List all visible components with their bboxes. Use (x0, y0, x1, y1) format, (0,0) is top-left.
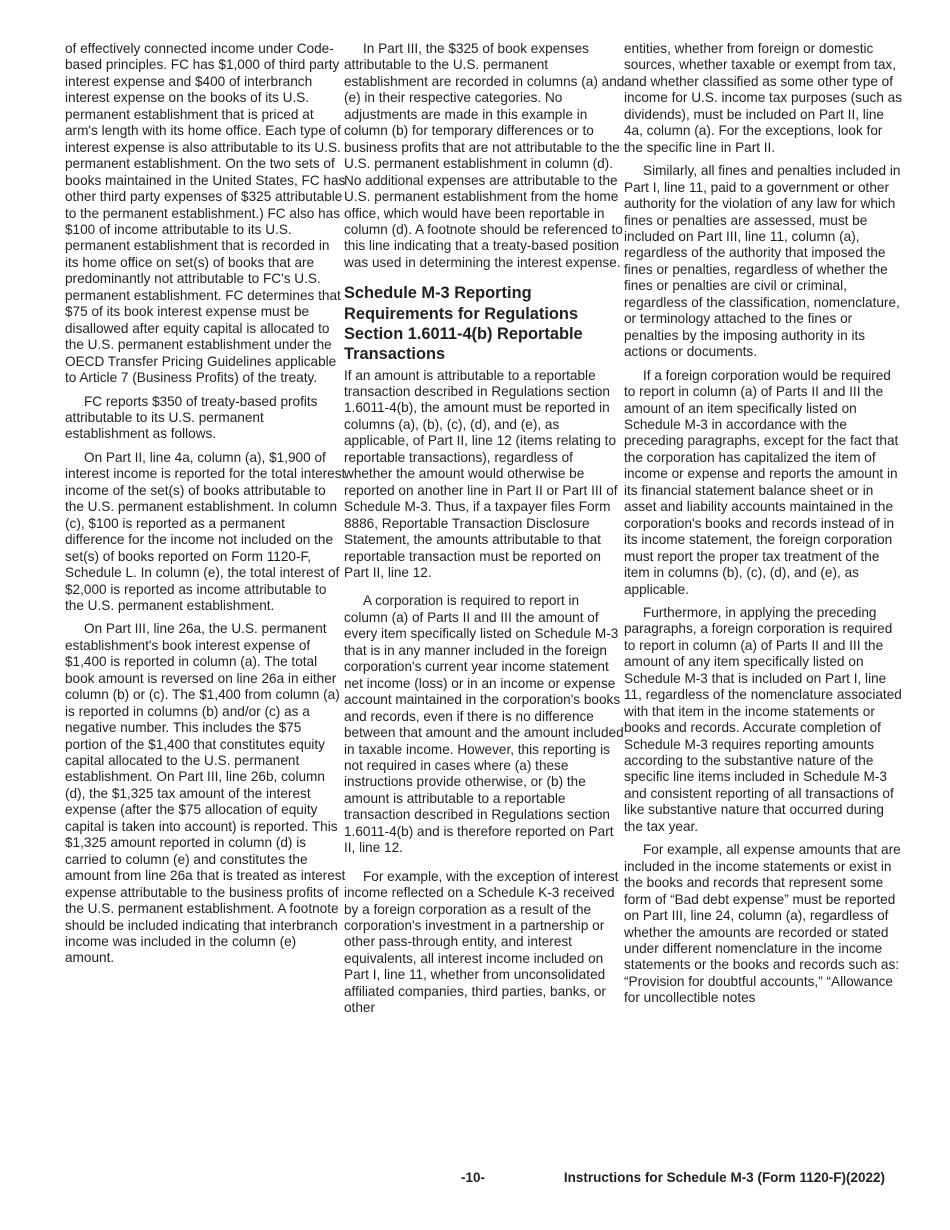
paragraph: For example, all expense amounts that are included in the income statements or exist in the books and records that represent some form of “Bad debt expense” must be reported on Part III, line 24, column (a), regardless of whether the amounts are recorded or stated under different nomenclature in the income statements or the books and records such as: “Provision for doubtful accounts,” “Allowance for uncollectible notes (624, 842, 901, 1006)
right-column (624, 41, 905, 1014)
paragraph: If an amount is attributable to a reportable transaction described in Regulations section 1.6011-4(b), the amount must be reported in columns (a), (b), (c), (d), and (e), as applicable, of Part II, line 12 (items relating to reportable transactions), regardless of whether the amount would otherwise be reported on another line in Part II or Part III of Schedule M-3. Thus, if a taxpayer files Form 8886, Reportable Transaction Disclosure Statement, the amounts attributable to that reportable transaction must be reported on Part II, line 12. (344, 367, 618, 580)
left-column (65, 41, 346, 974)
paragraph: Similarly, all fines and penalties included in Part I, line 11, paid to a government or other authority for the violation of any law for which fines or penalties are assessed, must be included on Part III, line 11, column (a), regardless of the authority that imposed the fines or penalties, regardless of whether the fines or penalties are civil or criminal, regardless of the classification, nomenclature, or terminology attached to the fines or penalties by the imposing authority in its actions or documents. (624, 163, 901, 360)
paragraph: Furthermore, in applying the preceding paragraphs, a foreign corporation is required to report in column (a) of Parts II and III the amount of any item specifically listed on Schedule M-3 that is included on Part I, line 11, regardless of the nomenclature associated with that item in the income statements or books and records. Accurate completion of Schedule M-3 requires reporting amounts according to the substantive nature of the specific line items included in Schedule M-3 and consistent reporting of all transactions of like substantive nature that occurred during the tax year. (624, 604, 902, 834)
middle-column (344, 41, 625, 1024)
paragraph: of effectively connected income under Code-based principles. FC has $1,000 of third party interest expense and $400 of interbranch interest expense on the books of its U.S. permanent establishment that is priced at arm's length with its home office. Each type of interest expense is also attributable to its U.S. permanent establishment. On the two sets of books maintained in the United States, FC has other third party expenses of $325 attributable to the permanent establishment.) FC also has $100 of income attributable to its U.S. permanent establishment that is recorded in its home office on set(s) of books that are predominantly not attributable to FC's U.S. permanent establishment. FC determines that $75 of its book interest expense must be disallowed after equity capital is allocated to the U.S. permanent establishment under the OECD Transfer Pricing Guidelines applicable to Article 7 (Business Profits) of the treaty. (65, 41, 346, 386)
document-title: Instructions for Schedule M-3 (Form 1120-F)(2022) (563, 1170, 885, 1185)
page-footer (0, 1170, 950, 1190)
paragraph: On Part II, line 4a, column (a), $1,900 of interest income is reported for the total interest income of the set(s) of books attributable to the U.S. permanent establishment. In column (c), $100 is reported as a permanent difference for the income not included on the set(s) of books reported on Form 1120-F, Schedule L. In column (e), the total interest of $2,000 is reported as income attributable to the U.S. permanent establishment. (65, 449, 346, 613)
paragraph: FC reports $350 of treaty-based profits attributable to its U.S. permanent establishment as follows. (65, 393, 318, 442)
paragraph: In Part III, the $325 of book expenses attributable to the U.S. permanent establishment are recorded in columns (a) and (e) in their respective categories. No adjustments are made in this example in column (b) for temporary differences or to business profits that are not attributable to the U.S. permanent establishment in column (d). No additional expenses are attributable to the U.S. permanent establishment from the home office, which would have been reportable in column (d). A footnote should be referenced to this line indicating that a treaty-based position was used in determining the interest expense. (344, 41, 625, 270)
section-heading: Schedule M-3 Reporting Requirements for Regulations Section 1.6011-4(b) Reportable Transactions (344, 284, 583, 364)
page-number: -10- (461, 1170, 486, 1185)
paragraph: On Part III, line 26a, the U.S. permanent establishment's book interest expense of $1,400 is reported in column (a). The total book amount is reversed on line 26a in either column (b) or (c). The $1,400 from column (a) is reported in columns (b) and/or (c) as a negative number. This includes the $75 portion of the $1,400 that constitutes equity capital allocated to the U.S. permanent establishment. On Part III, line 26b, column (d), the $1,325 tax amount of the interest expense (after the $75 allocation of equity capital is taken into account) is reported. This $1,325 amount reported in column (d) is carried to column (e) and constitutes the amount from line 26a that is treated as interest expense attributable to the business profits of the U.S. permanent establishment. A footnote should be included indicating that interbranch income was included in the column (e) amount. (65, 621, 346, 966)
paragraph: For example, with the exception of interest income reflected on a Schedule K-3 received by a foreign corporation as a result of the corporation's investment in a partnership or other pass-through entity, and interest equivalents, all interest income included on Part I, line 11, whether from unconsolidated affiliated companies, third parties, banks, or other (344, 868, 619, 1016)
paragraph: If a foreign corporation would be required to report in column (a) of Parts II and III the amount of an item specifically listed on Schedule M-3 in accordance with the preceding paragraphs, except for the fact that the corporation has capitalized the item of income or expense and reports the amount in its financial statement balance sheet or in asset and liability accounts maintained in the corporation's books and records instead of in its income statement, the foreign corporation must report the proper tax treatment of the item in columns (b), (c), (d), and (e), as applicable. (624, 367, 899, 597)
paragraph: entities, whether from foreign or domestic sources, whether taxable or exempt from tax, and whether classified as some other type of income for U.S. income tax purposes (such as dividends), must be included on Part II, line 4a, column (a). For the exceptions, look for the specific line in Part II. (624, 41, 903, 155)
paragraph: A corporation is required to report in column (a) of Parts II and III the amount of every item specifically listed on Schedule M-3 that is in any manner included in the foreign corporation's current year income statement net income (loss) or in an income or expense account maintained in the corporation's books and records, even if there is no difference between that amount and the amount included in taxable income. However, this reporting is not required in cases where (a) these instructions provide otherwise, or (b) the amount is attributable to a reportable transaction described in Regulations section 1.6011-4(b) and is therefore reported on Part II, line 12. (344, 593, 624, 856)
